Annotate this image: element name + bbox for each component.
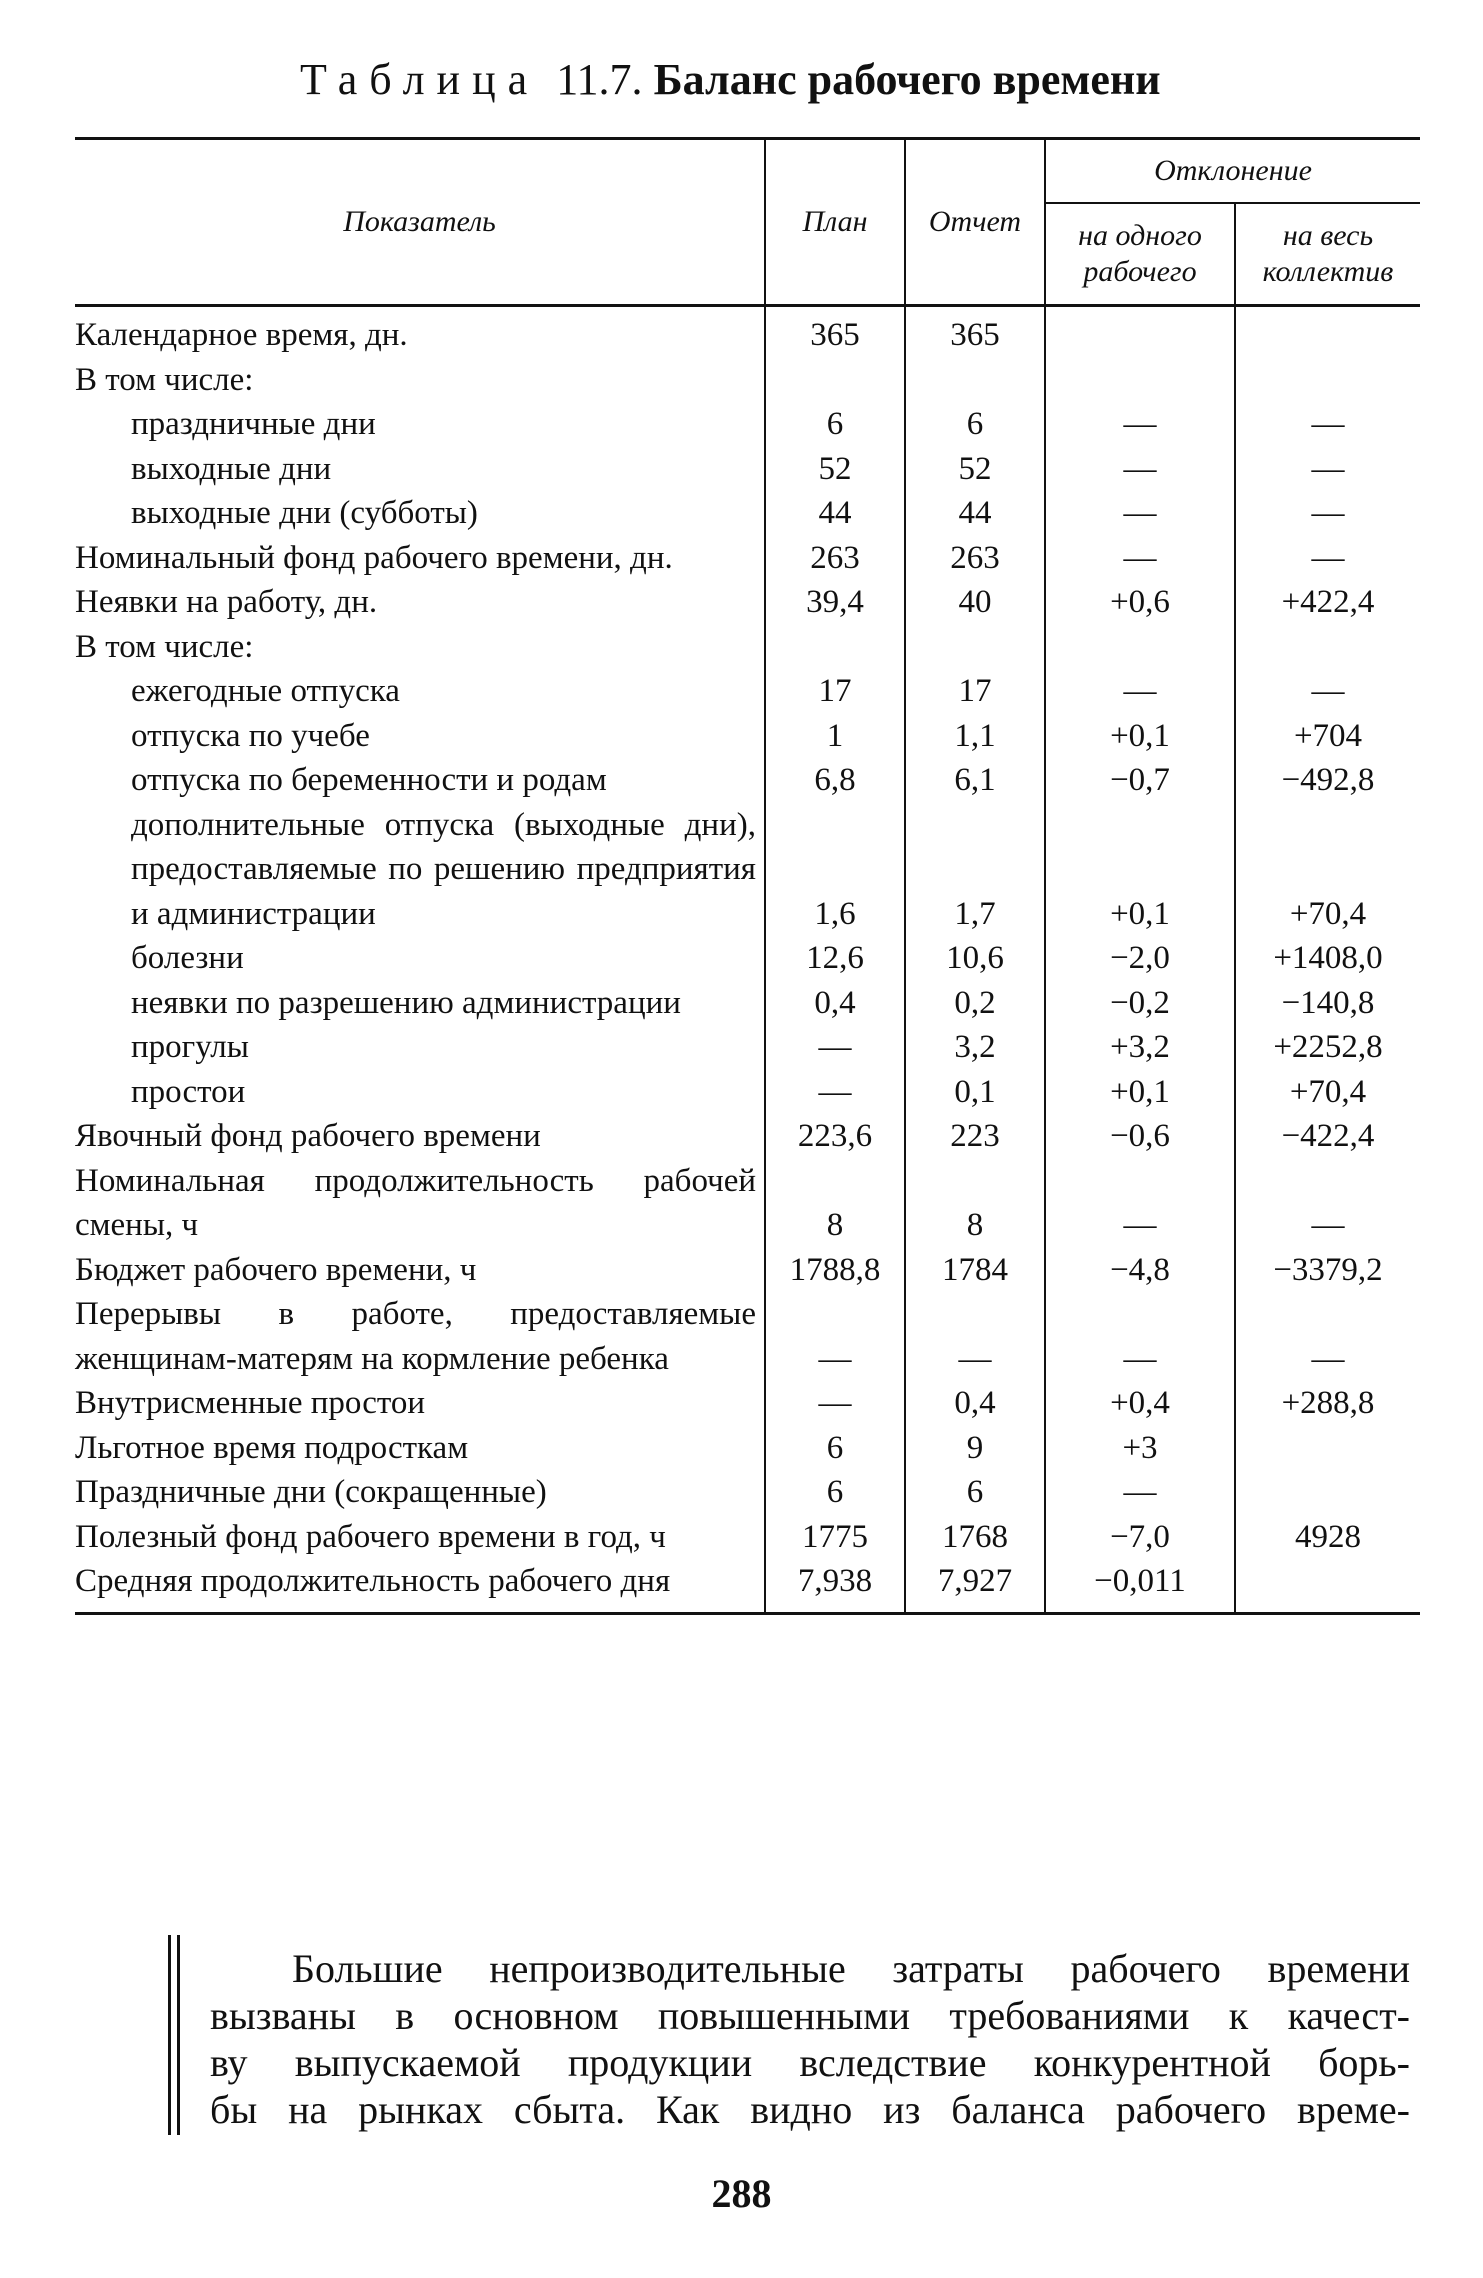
cell-report: 0,1 [905,1070,1045,1115]
row-label: В том числе: [75,361,254,398]
cell-plan: 6 [765,1470,905,1515]
cell-deviation-per-team [1235,1470,1420,1515]
paragraph-line-3: ву выпускаемой продукции вследствие конкурентной борь- [210,2040,1410,2085]
cell-plan: 1775 [765,1515,905,1560]
cell-deviation-per-worker: — [1045,536,1235,581]
row-label: простои [131,1073,246,1110]
header-per-worker [1045,203,1235,306]
work-time-balance-table [75,137,1420,1615]
table-title-prefix: Таблица [300,55,540,104]
cell-deviation-per-team: −492,8 [1235,758,1420,803]
cell-plan: 1,6 [765,803,905,937]
table-row [75,536,1420,581]
cell-deviation-per-worker: — [1045,491,1235,536]
cell-deviation-per-worker [1045,306,1235,358]
cell-report: 223 [905,1114,1045,1159]
paragraph-line-2: вызваны в основном повышенными требованиями к качест- [210,1993,1410,2038]
row-label: болезни [131,940,244,976]
row-label: дополнительные отпуска (выходные дни), предоставляемые по решению предприятия и администрации [131,806,756,932]
cell-plan: 44 [765,491,905,536]
header-report: Отчет [905,139,1045,306]
header-per-team-line-1: на весь [1282,219,1374,252]
cell-deviation-per-worker [1045,358,1235,403]
row-label: ежегодные отпуска [131,673,400,709]
table-row [75,1114,1420,1159]
row-label: Номинальный фонд рабочего времени, дн. [75,539,673,576]
cell-plan: 17 [765,669,905,714]
table-row [75,981,1420,1026]
cell-report: 40 [905,580,1045,625]
cell-plan: — [765,1070,905,1115]
row-label: неявки по разрешению администрации [131,984,681,1021]
table-row [75,714,1420,759]
cell-deviation-per-worker: +0,1 [1045,1070,1235,1115]
cell-deviation-per-team: — [1235,491,1420,536]
cell-deviation-per-worker: — [1045,1470,1235,1515]
cell-deviation-per-team: +70,4 [1235,803,1420,937]
cell-plan: — [765,1292,905,1381]
header-per-team [1235,203,1420,306]
cell-deviation-per-team [1235,1426,1420,1471]
cell-deviation-per-team: +704 [1235,714,1420,759]
row-label: Внутрисменные простои [75,1385,425,1421]
header-deviation: Отклонение [1045,139,1420,204]
cell-plan: 0,4 [765,981,905,1026]
cell-report [905,625,1045,670]
cell-deviation-per-worker [1045,625,1235,670]
cell-deviation-per-team: — [1235,447,1420,492]
header-per-team-line-2: коллектив [1262,255,1394,288]
cell-report: — [905,1292,1045,1381]
cell-plan: — [765,1381,905,1426]
margin-double-bar [168,1935,180,2135]
table-row [75,1381,1420,1426]
cell-report: 0,2 [905,981,1045,1026]
cell-report: 6 [905,402,1045,447]
cell-deviation-per-team: — [1235,669,1420,714]
cell-deviation-per-worker: — [1045,669,1235,714]
cell-deviation-per-worker: — [1045,1292,1235,1381]
cell-plan: 6 [765,402,905,447]
table-body [75,306,1420,1614]
cell-deviation-per-team [1235,1559,1420,1613]
cell-plan [765,358,905,403]
cell-deviation-per-team: −3379,2 [1235,1248,1420,1293]
cell-deviation-per-team: +288,8 [1235,1381,1420,1426]
row-label: Средняя продолжительность рабочего дня [75,1559,765,1613]
table-row [75,1426,1420,1471]
table-row [75,803,1420,937]
cell-report: 263 [905,536,1045,581]
cell-report: 365 [905,306,1045,358]
row-label: Неявки на работу, дн. [75,584,378,620]
table-row [75,1559,1420,1613]
cell-plan: 223,6 [765,1114,905,1159]
cell-deviation-per-team [1235,625,1420,670]
cell-report: 7,927 [905,1559,1045,1613]
header-per-worker-line-1: на одного [1078,219,1202,252]
cell-deviation-per-worker: +3,2 [1045,1025,1235,1070]
cell-plan: 6,8 [765,758,905,803]
row-label: Календарное время, дн. [75,317,408,353]
cell-deviation-per-worker: −0,6 [1045,1114,1235,1159]
cell-deviation-per-worker: −4,8 [1045,1248,1235,1293]
row-label: Номинальная продолжительность рабочей смены, ч [75,1162,756,1243]
table-row [75,758,1420,803]
row-label: Перерывы в работе, предоставляемые женщинам-матерям на кормление ребенка [75,1296,756,1377]
cell-deviation-per-worker: −0,7 [1045,758,1235,803]
cell-deviation-per-team [1235,358,1420,403]
cell-plan: 52 [765,447,905,492]
row-label: выходные дни (субботы) [131,495,478,531]
table-row [75,1248,1420,1293]
table-row [75,1070,1420,1115]
table-row [75,936,1420,981]
cell-deviation-per-team: +1408,0 [1235,936,1420,981]
cell-deviation-per-worker: −7,0 [1045,1515,1235,1560]
cell-report: 8 [905,1159,1045,1248]
cell-deviation-per-worker: — [1045,447,1235,492]
cell-report: 6,1 [905,758,1045,803]
cell-report [905,358,1045,403]
page-number: 288 [711,2171,772,2216]
cell-plan: 263 [765,536,905,581]
cell-plan: 1788,8 [765,1248,905,1293]
cell-deviation-per-worker: +0,4 [1045,1381,1235,1426]
cell-report: 0,4 [905,1381,1045,1426]
header-plan: План [765,139,905,306]
cell-deviation-per-team: — [1235,402,1420,447]
cell-deviation-per-worker: — [1045,402,1235,447]
cell-deviation-per-team: — [1235,1292,1420,1381]
row-label: В том числе: [75,628,254,665]
cell-deviation-per-worker: −0,011 [1045,1559,1235,1613]
row-label: Полезный фонд рабочего времени в год, ч [75,1518,666,1555]
cell-plan: 8 [765,1159,905,1248]
cell-report: 1784 [905,1248,1045,1293]
table-row [75,1159,1420,1248]
cell-plan: 6 [765,1426,905,1471]
table-row [75,1292,1420,1381]
cell-deviation-per-worker: +3 [1045,1426,1235,1471]
cell-deviation-per-worker: +0,1 [1045,714,1235,759]
cell-plan: 7,938 [765,1559,905,1613]
cell-deviation-per-worker: +0,6 [1045,580,1235,625]
header-indicator: Показатель [75,139,765,306]
cell-deviation-per-team: — [1235,536,1420,581]
cell-plan: 365 [765,306,905,358]
cell-plan: 1 [765,714,905,759]
cell-plan [765,625,905,670]
row-label: Праздничные дни (сокращенные) [75,1474,547,1510]
table-row [75,625,1420,670]
cell-report: 1,1 [905,714,1045,759]
cell-report: 52 [905,447,1045,492]
row-label: прогулы [131,1029,249,1065]
table-row [75,447,1420,492]
table-row [75,306,1420,358]
row-label: Бюджет рабочего времени, ч [75,1251,477,1288]
paragraph-line-4: бы на рынках сбыта. Как видно из баланса рабочего време- [210,2087,1410,2132]
cell-plan: 12,6 [765,936,905,981]
cell-plan: 39,4 [765,580,905,625]
cell-report: 6 [905,1470,1045,1515]
header-per-worker-line-2: рабочего [1083,255,1197,288]
table-row [75,669,1420,714]
table-title-text: Баланс рабочего времени [653,55,1161,104]
cell-deviation-per-team: — [1235,1159,1420,1248]
cell-deviation-per-team: +70,4 [1235,1070,1420,1115]
table-row [75,491,1420,536]
row-label: Льготное время подросткам [75,1429,469,1466]
table-header [75,139,1420,306]
cell-deviation-per-team [1235,306,1420,358]
paragraph-line-1: Большие непроизводительные затраты рабочего времени [292,1946,1410,1991]
table-row [75,1025,1420,1070]
cell-report: 3,2 [905,1025,1045,1070]
row-label: отпуска по учебе [131,717,370,754]
body-paragraph [210,1945,1410,2133]
cell-deviation-per-worker: — [1045,1159,1235,1248]
cell-deviation-per-team: +422,4 [1235,580,1420,625]
table-row [75,1470,1420,1515]
cell-report: 9 [905,1426,1045,1471]
table-row [75,580,1420,625]
table-title-number: 11.7. [556,55,643,104]
cell-plan: — [765,1025,905,1070]
row-label: отпуска по беременности и родам [131,762,607,798]
cell-deviation-per-team: −140,8 [1235,981,1420,1026]
cell-report: 1,7 [905,803,1045,937]
cell-deviation-per-worker: −0,2 [1045,981,1235,1026]
row-label: праздничные дни [131,406,376,442]
table-title [300,56,1161,104]
table-row [75,402,1420,447]
cell-report: 17 [905,669,1045,714]
table-row [75,358,1420,403]
row-label: Явочный фонд рабочего времени [75,1118,541,1154]
table-row [75,1515,1420,1560]
cell-deviation-per-team: 4928 [1235,1515,1420,1560]
cell-deviation-per-team: −422,4 [1235,1114,1420,1159]
cell-deviation-per-worker: +0,1 [1045,803,1235,937]
cell-report: 1768 [905,1515,1045,1560]
cell-deviation-per-worker: −2,0 [1045,936,1235,981]
cell-deviation-per-team: +2252,8 [1235,1025,1420,1070]
cell-report: 44 [905,491,1045,536]
cell-report: 10,6 [905,936,1045,981]
row-label: выходные дни [131,450,332,487]
